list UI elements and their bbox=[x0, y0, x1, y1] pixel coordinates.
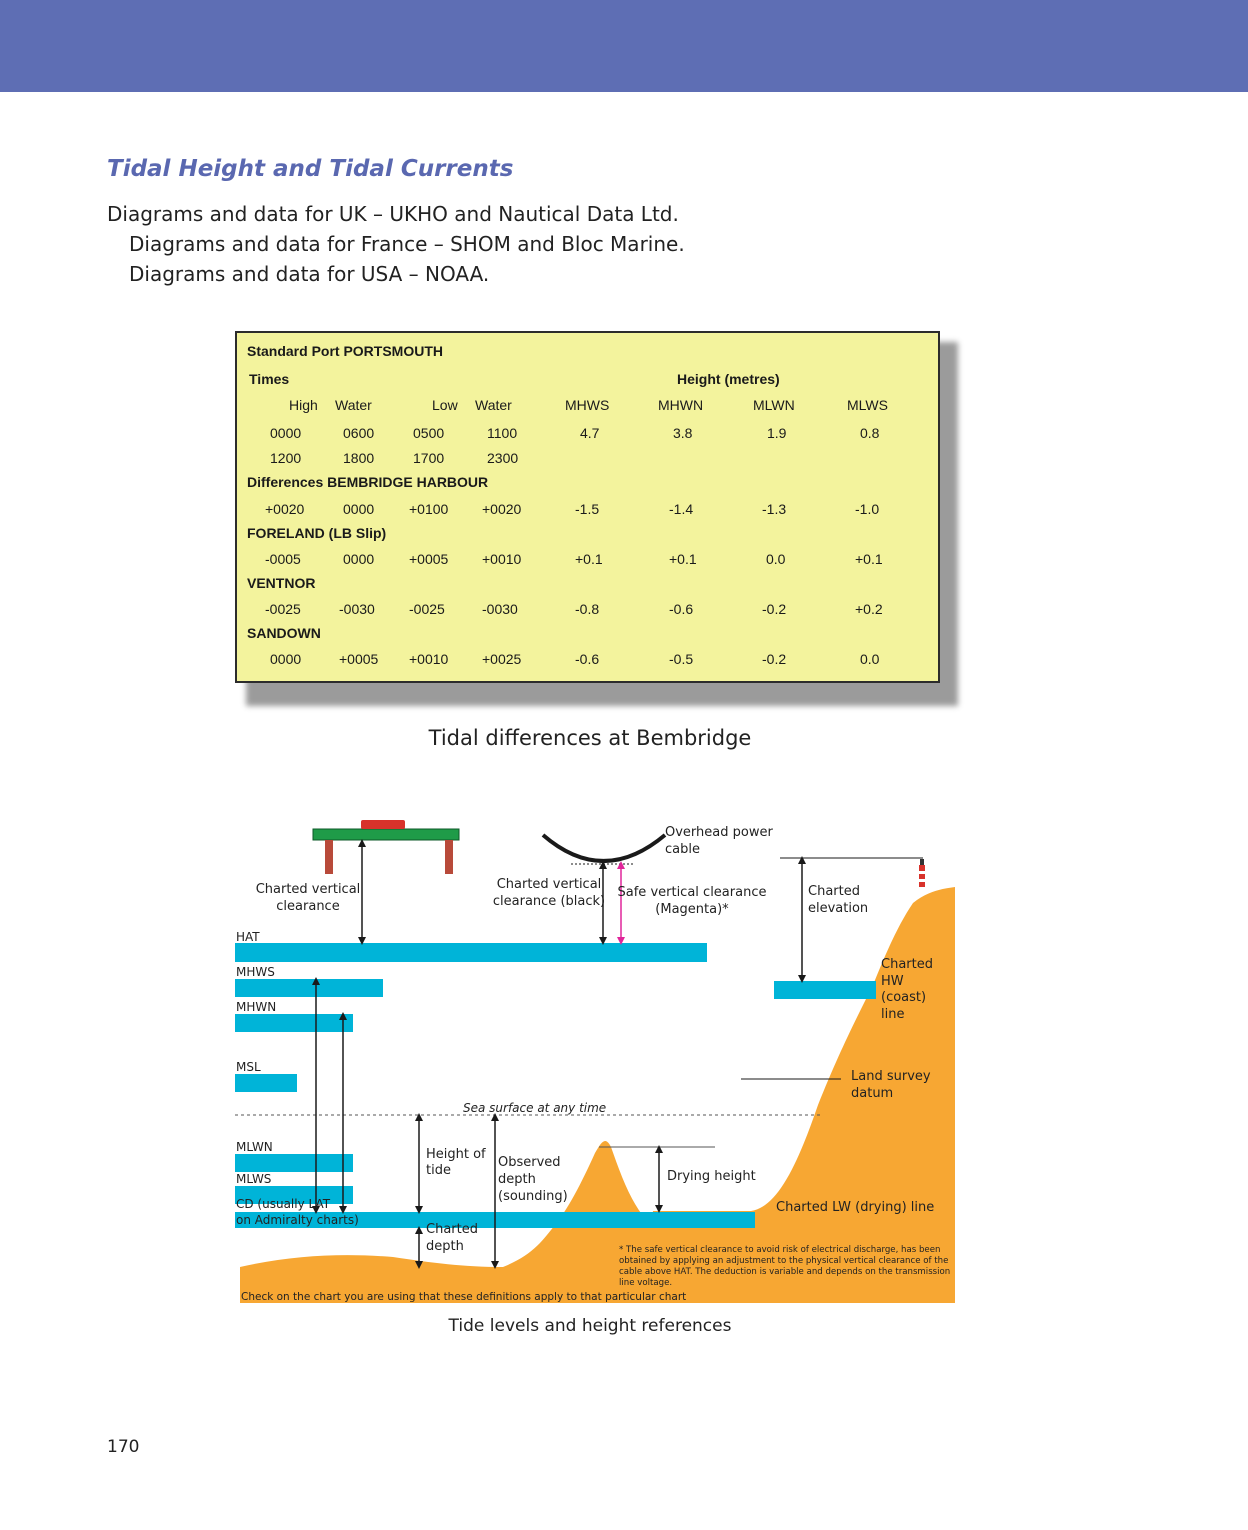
table-cell: 0600 bbox=[343, 425, 375, 441]
mlwn-bar bbox=[235, 1154, 353, 1172]
level-label-mlwn: MLWN bbox=[236, 1140, 273, 1154]
table-cell: 2300 bbox=[487, 450, 519, 466]
height-of-tide-label: Height of bbox=[426, 1147, 486, 1162]
table-cell: 1100 bbox=[487, 425, 518, 441]
table-cell: 0000 bbox=[343, 501, 375, 517]
overhead-cable-label: cable bbox=[665, 842, 700, 857]
power-cable bbox=[543, 835, 665, 861]
cable-clearance-label: clearance (black) bbox=[492, 894, 606, 909]
table-cell: -0.2 bbox=[762, 601, 787, 617]
table-cell: -0.6 bbox=[575, 651, 600, 667]
section-name: SANDOWN bbox=[247, 625, 321, 641]
section-name: FORELAND (LB Slip) bbox=[247, 525, 387, 541]
col-header: High bbox=[289, 397, 318, 413]
col-header: Water bbox=[475, 397, 512, 413]
table-cell: 3.8 bbox=[673, 425, 693, 441]
table-cell: 4.7 bbox=[580, 425, 600, 441]
col-header: MHWS bbox=[565, 397, 610, 413]
vehicle-icon bbox=[361, 820, 405, 829]
overhead-cable-label: Overhead power bbox=[665, 825, 773, 840]
table-cell: -0.5 bbox=[669, 651, 694, 667]
charted-hw-label: Charted bbox=[881, 957, 933, 972]
charted-vertical-clearance-label: clearance bbox=[276, 899, 340, 914]
table-cell: 0.8 bbox=[860, 425, 880, 441]
safe-clearance-label: Safe vertical clearance bbox=[617, 885, 767, 900]
page-number: 170 bbox=[107, 1437, 140, 1457]
table-caption: Tidal differences at Bembridge bbox=[428, 726, 752, 750]
table-cell: 0000 bbox=[343, 551, 375, 567]
table-cell: -0030 bbox=[482, 601, 518, 617]
check-note: Check on the chart you are using that these definitions apply to that particular chart bbox=[241, 1291, 687, 1303]
header-band bbox=[0, 0, 1248, 92]
table-cell: +0005 bbox=[339, 651, 379, 667]
table-cell: +0020 bbox=[265, 501, 305, 517]
charted-depth-label: depth bbox=[426, 1239, 464, 1254]
table-cell: 1800 bbox=[343, 450, 375, 466]
charted-elevation-label: elevation bbox=[808, 901, 869, 916]
table-cell: +0010 bbox=[409, 651, 449, 667]
section-name: VENTNOR bbox=[247, 575, 316, 591]
table-cell: -1.0 bbox=[855, 501, 880, 517]
intro-line-usa: Diagrams and data for USA – NOAA. bbox=[129, 262, 490, 286]
intro-text bbox=[107, 199, 685, 289]
tide-levels-diagram bbox=[233, 815, 958, 1310]
table-cell: +0.1 bbox=[669, 551, 697, 567]
section-title: Tidal Height and Tidal Currents bbox=[107, 156, 514, 182]
level-label-cd: CD (usually LAT bbox=[236, 1197, 331, 1211]
charted-lw-label: Charted LW (drying) line bbox=[776, 1200, 935, 1215]
table-cell: -1.3 bbox=[762, 501, 787, 517]
charted-hw-label: (coast) bbox=[881, 990, 927, 1005]
height-of-tide-label: tide bbox=[426, 1163, 451, 1178]
charted-hw-label: HW bbox=[881, 974, 904, 989]
footnote-line: cable above HAT. The deduction is variable and depends on the transmission bbox=[619, 1267, 951, 1277]
times-label: Times bbox=[249, 371, 290, 387]
mhwn-bar bbox=[235, 1014, 353, 1032]
table-cell: +0025 bbox=[482, 651, 522, 667]
safe-clearance-label: (Magenta)* bbox=[655, 902, 729, 917]
table-cell: 1200 bbox=[270, 450, 302, 466]
table-cell: 0.0 bbox=[766, 551, 786, 567]
table-cell: -0030 bbox=[339, 601, 375, 617]
level-label-msl: MSL bbox=[236, 1060, 261, 1074]
height-label: Height (metres) bbox=[677, 371, 780, 387]
charted-hw-label: line bbox=[881, 1007, 905, 1022]
bridge-deck bbox=[313, 829, 459, 840]
table-cell: 0000 bbox=[270, 651, 302, 667]
mhws-bar bbox=[235, 979, 383, 997]
charted-depth-label: Charted bbox=[426, 1222, 478, 1237]
table-cell: 0500 bbox=[413, 425, 445, 441]
section-name: Differences BEMBRIDGE HARBOUR bbox=[247, 474, 489, 490]
col-header: Water bbox=[335, 397, 372, 413]
table-cell: -0.8 bbox=[575, 601, 600, 617]
table-cell: 0.0 bbox=[860, 651, 880, 667]
table-cell: +0.2 bbox=[855, 601, 883, 617]
land-survey-label: Land survey bbox=[851, 1069, 931, 1084]
footnote-line: * The safe vertical clearance to avoid risk of electrical discharge, has been bbox=[619, 1245, 941, 1255]
charted-vertical-clearance-label: Charted vertical bbox=[255, 882, 361, 897]
footnote-line: obtained by applying an adjustment to the physical vertical clearance of the bbox=[619, 1256, 949, 1266]
table-cell: +0010 bbox=[482, 551, 522, 567]
lighthouse-icon bbox=[919, 865, 925, 887]
intro-line-uk: Diagrams and data for UK – UKHO and Nautical Data Ltd. bbox=[107, 202, 679, 226]
table-cell: +0100 bbox=[409, 501, 449, 517]
tidal-differences-table bbox=[235, 331, 940, 683]
lighthouse-stripe bbox=[919, 879, 925, 882]
table-cell: +0005 bbox=[409, 551, 449, 567]
table-cell: +0020 bbox=[482, 501, 522, 517]
table-title: Standard Port PORTSMOUTH bbox=[247, 343, 444, 359]
table-cell: +0.1 bbox=[575, 551, 603, 567]
msl-bar bbox=[235, 1074, 297, 1092]
level-label-mlws: MLWS bbox=[236, 1172, 272, 1186]
observed-depth-label: depth bbox=[498, 1172, 536, 1187]
col-header: MLWN bbox=[753, 397, 795, 413]
footnote-line: line voltage. bbox=[619, 1278, 673, 1288]
table-cell: -0.2 bbox=[762, 651, 787, 667]
table-cell: -0005 bbox=[265, 551, 301, 567]
bridge-pillar bbox=[445, 840, 453, 874]
diagram-caption: Tide levels and height references bbox=[448, 1316, 732, 1336]
table-cell: +0.1 bbox=[855, 551, 883, 567]
col-header: Low bbox=[432, 397, 458, 413]
lighthouse-stripe bbox=[919, 871, 925, 874]
level-label-mhws: MHWS bbox=[236, 965, 275, 979]
level-label-mhwn: MHWN bbox=[236, 1000, 277, 1014]
table-cell: -0.6 bbox=[669, 601, 694, 617]
drying-height-label: Drying height bbox=[667, 1169, 756, 1184]
observed-depth-label: Observed bbox=[498, 1155, 561, 1170]
table-cell: -0025 bbox=[265, 601, 301, 617]
charted-elevation-label: Charted bbox=[808, 884, 860, 899]
cable-clearance-label: Charted vertical bbox=[496, 877, 602, 892]
table-cell: 1700 bbox=[413, 450, 445, 466]
level-label-hat: HAT bbox=[236, 930, 260, 944]
col-header: MHWN bbox=[658, 397, 704, 413]
intro-line-france: Diagrams and data for France – SHOM and Bloc Marine. bbox=[129, 232, 685, 256]
col-header: MLWS bbox=[847, 397, 888, 413]
charted-hw-bar bbox=[774, 981, 876, 999]
table-cell: -1.5 bbox=[575, 501, 600, 517]
table-cell: 0000 bbox=[270, 425, 302, 441]
hat-bar bbox=[235, 943, 707, 962]
table-cell: -0025 bbox=[409, 601, 445, 617]
lighthouse-lamp bbox=[920, 859, 924, 865]
table-cell: -1.4 bbox=[669, 501, 694, 517]
sea-surface-label: Sea surface at any time bbox=[463, 1101, 607, 1115]
table-cell: 1.9 bbox=[767, 425, 787, 441]
observed-depth-label: (sounding) bbox=[498, 1189, 568, 1204]
level-label-cd: on Admiralty charts) bbox=[236, 1213, 359, 1227]
bridge-pillar bbox=[325, 840, 333, 874]
land-survey-label: datum bbox=[851, 1086, 894, 1101]
